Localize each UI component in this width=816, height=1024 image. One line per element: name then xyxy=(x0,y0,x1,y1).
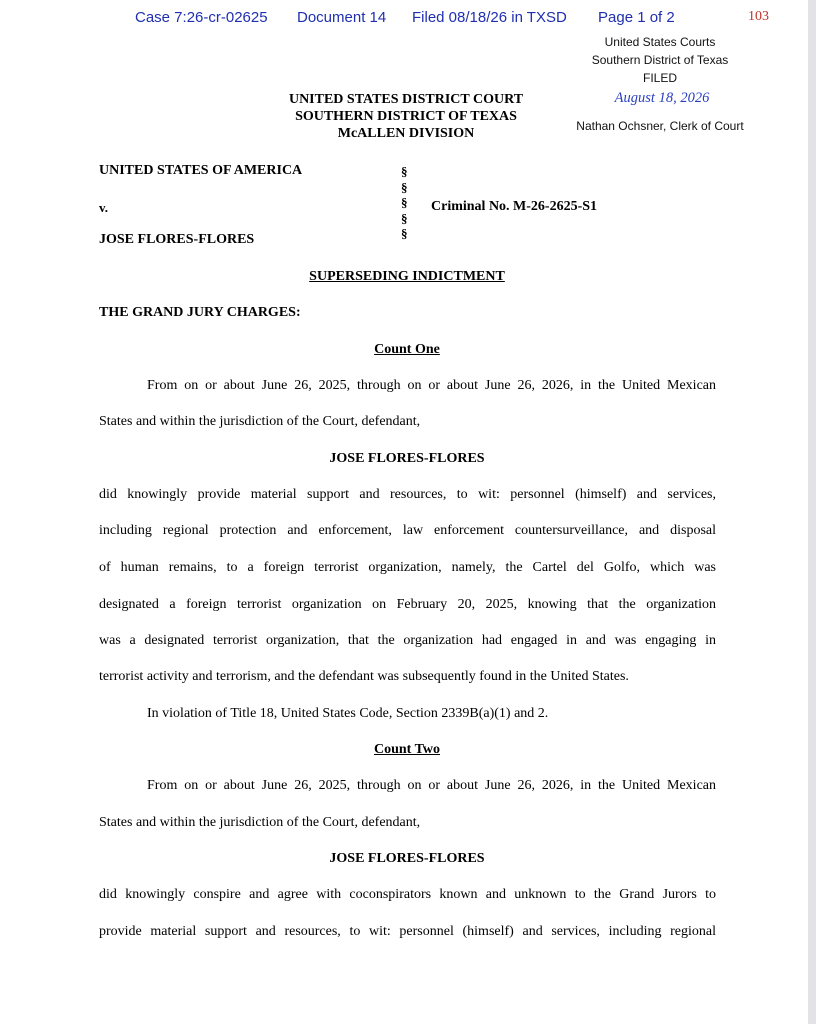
section-mark: § xyxy=(401,195,408,211)
court-division: McALLEN DIVISION xyxy=(337,126,475,141)
section-mark: § xyxy=(401,164,408,179)
stamp-courts: United States Courts xyxy=(604,35,716,49)
count-one-defendant: JOSE FLORES-FLORES xyxy=(329,451,485,466)
count-two-body-line: provide material support and resources, to wit: personnel (himself) and services, including regional xyxy=(99,924,716,939)
count-two-defendant: JOSE FLORES-FLORES xyxy=(329,851,485,866)
section-marks xyxy=(401,164,415,242)
versus: v. xyxy=(99,200,109,215)
count-one-intro-line: States and within the jurisdiction of the Court, defendant, xyxy=(99,414,421,429)
count-one-violation: In violation of Title 18, United States Code, Section 2339B(a)(1) and 2. xyxy=(147,706,549,721)
section-mark: § xyxy=(401,210,408,226)
criminal-number: Criminal No. M-26-2625-S1 xyxy=(431,199,598,214)
count-two-body-line: did knowingly conspire and agree with coconspirators known and unknown to the Grand Jurors to xyxy=(99,887,716,902)
count-one-body-line: including regional protection and enforcement, law enforcement countersurveillance, and disposal xyxy=(99,523,716,538)
section-mark: § xyxy=(401,226,408,242)
count-two-intro-line: From on or about June 26, 2025, through on or about June 26, 2026, in the United Mexican xyxy=(147,778,716,793)
page-number: 103 xyxy=(748,9,769,24)
plaintiff-name: UNITED STATES OF AMERICA xyxy=(99,163,303,178)
case-number: Case 7:26-cr-02625 xyxy=(135,9,268,26)
stamp-district: Southern District of Texas xyxy=(591,53,729,67)
grand-jury-charges: THE GRAND JURY CHARGES: xyxy=(99,305,301,320)
count-one-body-line: of human remains, to a foreign terrorist organization, namely, the Cartel del Golfo, which was xyxy=(99,560,716,575)
filed-date: Filed 08/18/26 in TXSD xyxy=(412,9,567,26)
count-one-body-line: was a designated terrorist organization, that the organization had engaged in and was engaging in xyxy=(99,633,716,648)
document-number: Document 14 xyxy=(297,9,387,26)
stamp-filed: FILED xyxy=(642,71,677,85)
count-one-heading: Count One xyxy=(374,342,440,357)
defendant-name: JOSE FLORES-FLORES xyxy=(99,232,255,247)
stamp-date: August 18, 2026 xyxy=(614,90,710,106)
page-indicator: Page 1 of 2 xyxy=(598,9,675,26)
count-two-heading: Count Two xyxy=(373,742,440,757)
section-mark: § xyxy=(401,179,408,195)
count-one-body-line: did knowingly provide material support and resources, to wit: personnel (himself) and services, xyxy=(99,487,716,502)
court-district: SOUTHERN DISTRICT OF TEXAS xyxy=(295,109,517,124)
document-title: SUPERSEDING INDICTMENT xyxy=(309,269,505,284)
stamp-clerk: Nathan Ochsner, Clerk of Court xyxy=(576,119,744,133)
count-one-intro-line: From on or about June 26, 2025, through on or about June 26, 2026, in the United Mexican xyxy=(147,378,716,393)
page-edge xyxy=(808,0,816,1024)
count-two-intro-line: States and within the jurisdiction of the Court, defendant, xyxy=(99,815,421,830)
count-one-body-line: terrorist activity and terrorism, and the defendant was subsequently found in the United States. xyxy=(99,669,629,684)
count-one-body-line: designated a foreign terrorist organization on February 20, 2025, knowing that the organization xyxy=(99,597,716,612)
court-name: UNITED STATES DISTRICT COURT xyxy=(288,92,524,107)
